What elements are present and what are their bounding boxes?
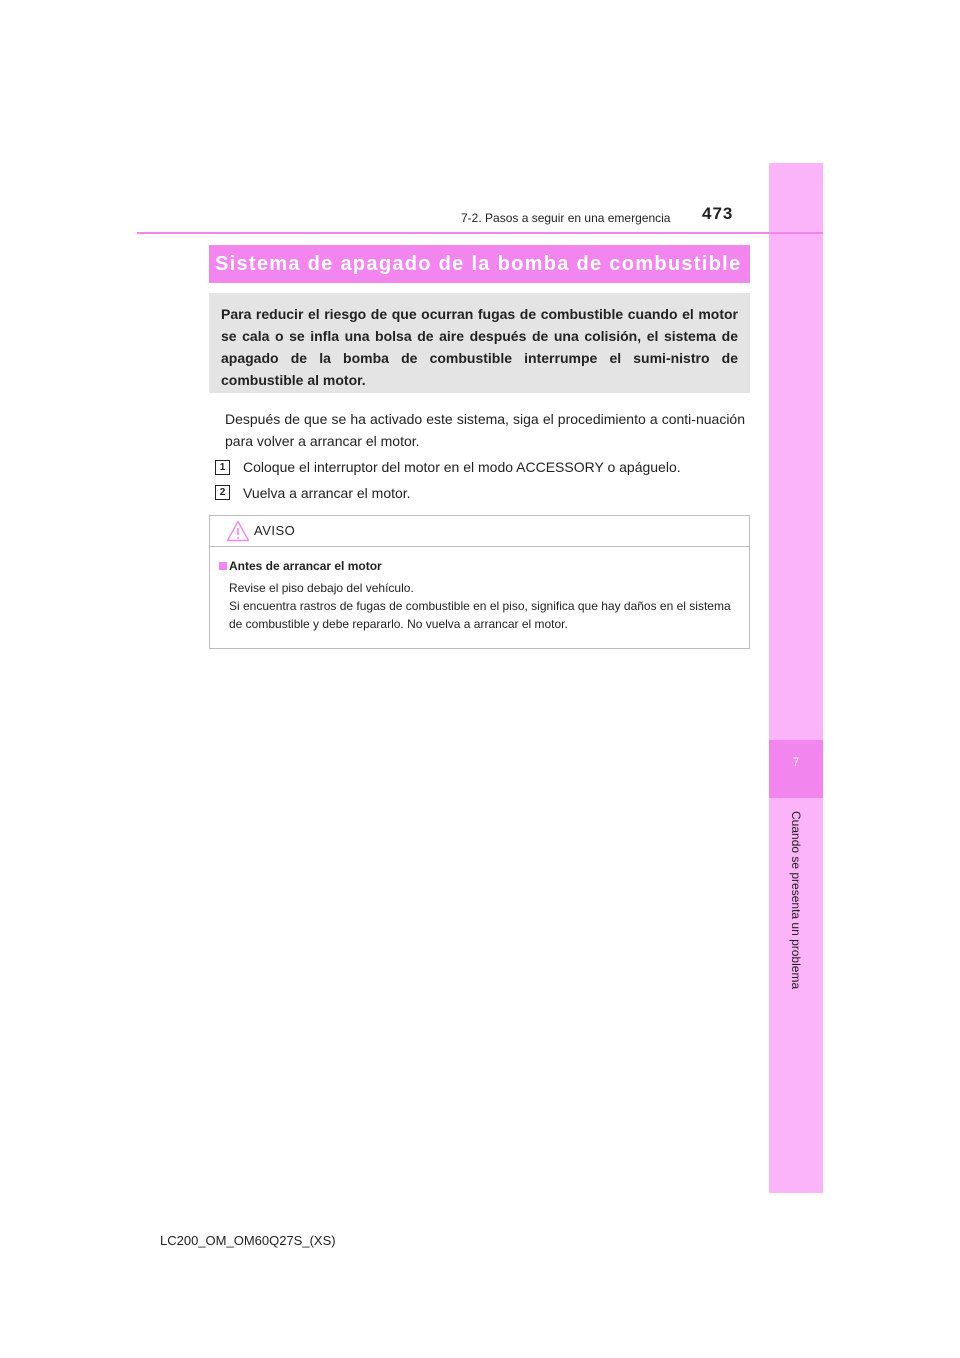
warning-body: [229, 579, 741, 633]
page-heading: Sistema de apagado de la bomba de combustible: [209, 245, 750, 283]
warning-label: AVISO: [254, 523, 296, 538]
warning-line: Si encuentra rastros de fugas de combustible en el piso, significa que hay daños en el sistema de combustible y debe repararlo. No vuelva a arrancar el motor.: [229, 599, 731, 631]
section-title: 7-2. Pasos a seguir en una emergencia: [461, 211, 671, 225]
chapter-number-tab: [769, 740, 823, 798]
step-number-badge: 2: [215, 485, 230, 500]
chapter-side-tab: [769, 163, 823, 1193]
page-number: 473: [702, 204, 734, 223]
warning-box: [209, 515, 750, 649]
chapter-number: 7: [792, 755, 800, 769]
intro-box: [209, 293, 750, 393]
warning-subheading: Antes de arrancar el motor: [229, 559, 382, 573]
intro-text: Para reducir el riesgo de que ocurran fugas de combustible cuando el motor se cala o se infla una bolsa de aire después de una colisión, el sistema de apagado de la bomba de combustible interrumpe el sumi-nistro de combustible al motor.: [221, 306, 738, 388]
square-bullet-icon: [219, 562, 227, 570]
chapter-title: Cuando se presenta un problema: [789, 810, 803, 990]
document-code: LC200_OM_OM60Q27S_(XS): [160, 1233, 336, 1248]
header-divider: [137, 232, 823, 234]
step-text: Coloque el interruptor del motor en el modo ACCESSORY o apáguelo.: [243, 459, 681, 475]
warning-triangle-icon: [226, 520, 250, 547]
body-paragraph: Después de que se ha activado este sistema, siga el procedimiento a conti-nuación para volver a arrancar el motor.: [225, 411, 745, 449]
step-number-badge: 1: [215, 460, 230, 475]
warning-line: Revise el piso debajo del vehículo.: [229, 581, 414, 595]
step-text: Vuelva a arrancar el motor.: [243, 485, 411, 501]
